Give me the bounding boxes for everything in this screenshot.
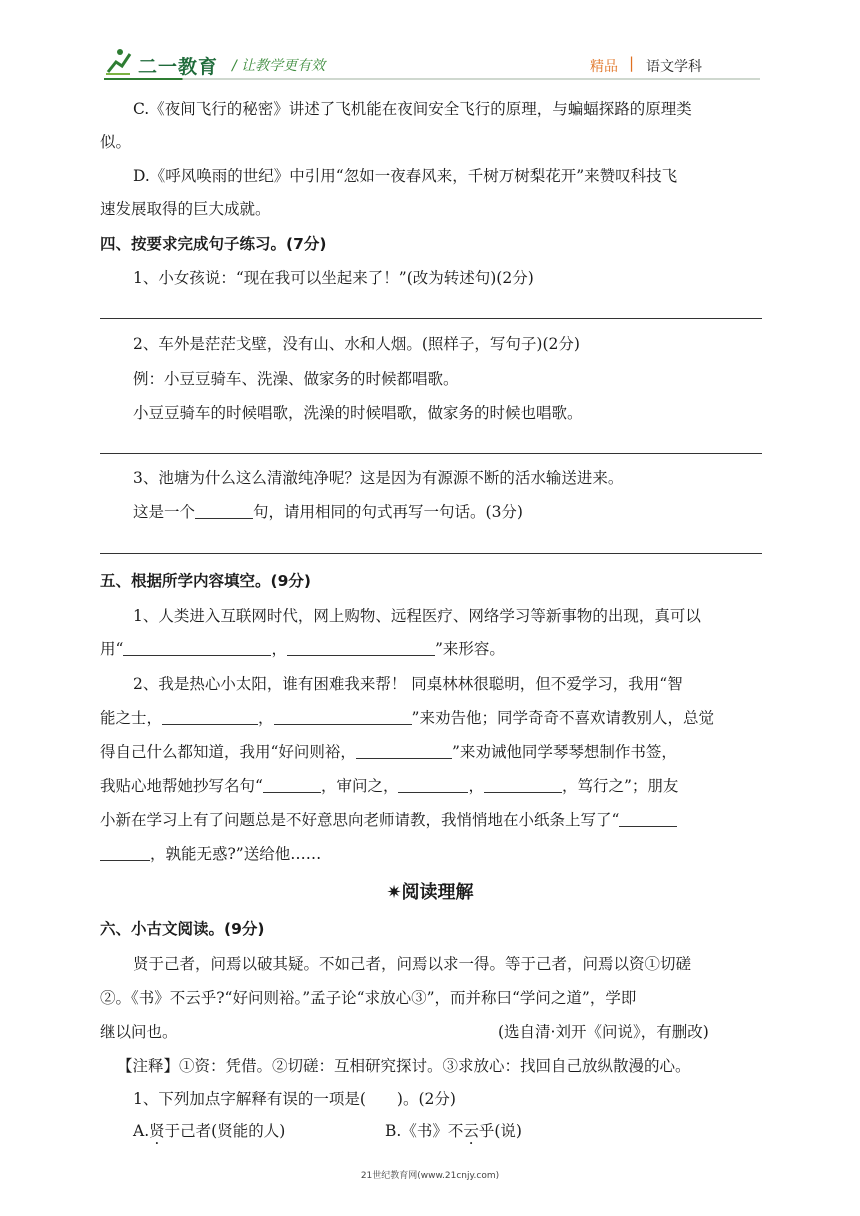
option-c-line2: 似。 [100,133,132,151]
quote-blank-3[interactable] [484,776,562,793]
section5-q2-line6 [100,843,321,865]
section4-q3-prompt [133,501,523,523]
brand-slogan: / 让教学更有效 [232,58,326,74]
option-d-line1: D.《呼风唤雨的世纪》中引用“忽如一夜春风来，千树万树梨花开”来赞叹科技飞 [133,167,678,185]
q3-prompt-start: 这是一个 [133,503,196,521]
idiom-blank-1[interactable] [123,639,271,656]
quote-blank-1[interactable] [263,776,321,793]
answer-line-q3[interactable] [100,553,762,554]
answer-line-q1[interactable] [100,318,762,319]
q2-l4-start: 我贴心地帮她抄写名句“ [100,777,263,795]
passage-line1: 贤于己者，问焉以破其疑。不如己者，问焉以求一得。等于己者，问焉以资①切磋 [133,955,692,973]
subject-tag: 语文学科 [646,59,702,75]
q2-l2-comma: ， [258,709,274,727]
section4-q2: 2、车外是茫茫戈壁，没有山、水和人烟。(照样子，写句子)(2分) [133,335,580,353]
section5-q1-line1: 1、人类进入互联网时代，网上购物、远程医疗、网络学习等新事物的出现，真可以 [133,607,701,625]
section6-title: 六、小古文阅读。(9分) [100,920,265,938]
q2-l3-end: ”来劝诫他同学琴琴想制作书签， [451,743,677,761]
sentence-type-blank[interactable] [195,502,253,519]
option-c-line1: C.《夜间飞行的秘密》讲述了飞机能在夜间安全飞行的原理，与蝙蝠探路的原理类 [133,100,692,118]
passage-source: (选自清·刘开《问说》，有删改) [498,1023,709,1041]
q1-quote-close: ”来形容。 [434,640,505,658]
quote-blank-4b[interactable] [100,844,150,861]
section5-q1-line2 [100,638,505,660]
section5-q2-line4 [100,775,678,797]
option-a-dotted-char: 贤 [149,1122,165,1140]
tag-separator: | [629,54,635,72]
q2-l4-mid: ，审问之， [320,777,399,795]
option-b-letter: B.《书》不 [385,1122,464,1140]
option-a-text: 于己者(贤能的人) [164,1122,286,1140]
section4-title: 四、按要求完成句子练习。(7分) [100,235,327,253]
q2-l2-end: ”来劝告他；同学奇奇不喜欢请教别人，总觉 [411,709,714,727]
q2-l4-end: ，笃行之”；朋友 [561,777,679,795]
section5-title: 五、根据所学内容填空。(9分) [100,572,311,590]
q3-prompt-end: 句，请用相同的句式再写一句话。(3分) [253,503,523,521]
option-b[interactable] [385,1120,522,1142]
section4-q3: 3、池塘为什么这么清澈纯净呢？这是因为有源源不断的活水输送进来。 [133,469,624,487]
proverb-blank-3[interactable] [356,742,452,759]
option-a[interactable] [133,1120,285,1142]
option-a-letter: A. [133,1122,150,1140]
option-b-dotted-char: 云 [463,1122,479,1140]
option-b-text: 乎(说) [478,1122,522,1140]
annotation-note: 【注释】①资：凭借。②切磋：互相研究探讨。③求放心：找回自己放纵散漫的心。 [117,1057,691,1075]
q2-l4-comma: ， [468,777,484,795]
quote-blank-4a[interactable] [619,810,677,827]
section6-q1: 1、下列加点字解释有误的一项是( )。(2分) [133,1090,456,1108]
q1-quote-open: 用“ [100,640,124,658]
page-footer: 21世纪教育网(www.21cnjy.com) [360,1171,500,1181]
brand-name: 二一教育 [138,56,219,78]
section5-q2-line5 [100,809,677,831]
runner-logo-icon [104,46,132,76]
reading-section-title: ✷阅读理解 [386,882,474,903]
q2-l5-start: 小新在学习上有了问题总是不好意思向老师请教，我悄悄地在小纸条上写了“ [100,811,620,829]
answer-line-q2[interactable] [100,453,762,454]
section5-q2-line3 [100,741,677,763]
quality-tag: 精品 [590,59,618,75]
quote-blank-2[interactable] [398,776,468,793]
section5-q2-line2 [100,707,714,729]
option-d-line2: 速发展取得的巨大成就。 [100,200,271,218]
q1-comma: ， [271,640,287,658]
section4-q1: 1、小女孩说：“现在我可以坐起来了！”(改为转述句)(2分) [133,269,534,287]
q2-l6-end: ，孰能无惑?”送给他…… [150,845,322,863]
proverb-blank-2[interactable] [274,708,412,725]
section5-q2-line1: 2、我是热心小太阳，谁有困难我来帮！ 同桌林林很聪明，但不爱学习，我用“智 [133,675,683,693]
section4-q2-example1: 例：小豆豆骑车、洗澡、做家务的时候都唱歌。 [133,370,459,388]
header-divider [104,78,760,80]
q2-l2-start: 能之士， [100,709,163,727]
proverb-blank-1[interactable] [162,708,258,725]
passage-line2: ②。《书》不云乎?“好问则裕。”孟子论“求放心③”，而并称曰“学问之道”，学即 [100,989,637,1007]
section4-q2-example2: 小豆豆骑车的时候唱歌，洗澡的时候唱歌，做家务的时候也唱歌。 [133,404,583,422]
q2-l3-start: 得自己什么都知道，我用“好问则裕， [100,743,356,761]
idiom-blank-2[interactable] [287,639,435,656]
passage-line3: 继以问也。 [100,1023,178,1041]
